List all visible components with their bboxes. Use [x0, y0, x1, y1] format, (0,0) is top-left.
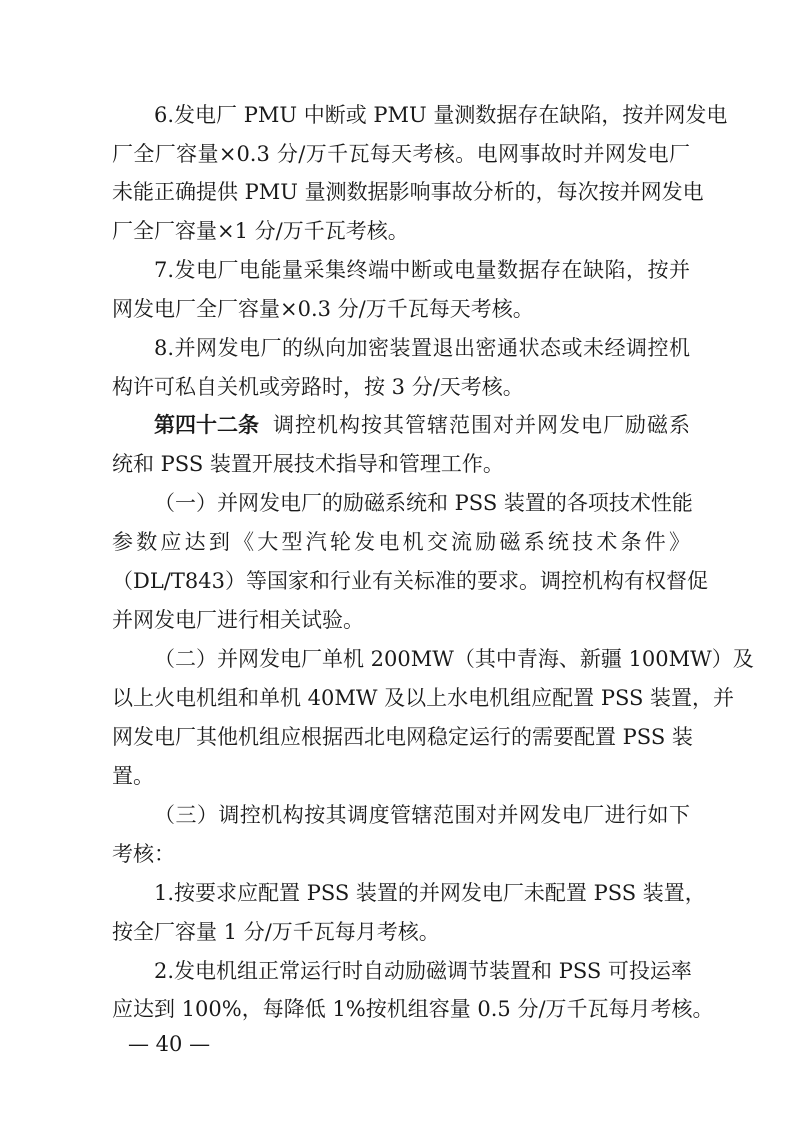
paragraph-line: 厂全厂容量×0.3 分/万千瓦每天考核。电网事故时并网发电厂: [112, 142, 690, 166]
paragraph-line: 1.按要求应配置 PSS 装置的并网发电厂未配置 PSS 装置，: [154, 881, 706, 905]
paragraph-line: 网发电厂全厂容量×0.3 分/万千瓦每天考核。: [112, 297, 534, 321]
paragraph-line: 考核：: [112, 842, 175, 866]
article-heading-line: [154, 411, 690, 439]
paragraph-line: 厂全厂容量×1 分/万千瓦考核。: [112, 219, 409, 243]
paragraph-line: （一）并网发电厂的励磁系统和 PSS 装置的各项技术性能: [154, 491, 693, 515]
paragraph-line: （三）调控机构按其调度管辖范围对并网发电厂进行如下: [154, 803, 690, 827]
paragraph-line: 参数应达到《大型汽轮发电机交流励磁系统技术条件》: [112, 530, 690, 554]
paragraph-line: 应达到 100%，每降低 1%按机组容量 0.5 分/万千瓦每月考核。: [112, 997, 714, 1021]
paragraph-line: （二）并网发电厂单机 200MW（其中青海、新疆 100MW）及: [154, 647, 754, 671]
paragraph-line: 构许可私自关机或旁路时，按 3 分/天考核。: [112, 375, 524, 399]
paragraph-line: 未能正确提供 PMU 量测数据影响事故分析的，每次按并网发电: [112, 180, 704, 204]
page-number: — 40 —: [128, 1032, 211, 1056]
paragraph-line: 8.并网发电厂的纵向加密装置退出密通状态或未经调控机: [154, 336, 690, 360]
paragraph-line: 置。: [112, 764, 154, 788]
paragraph-line: 以上火电机组和单机 40MW 及以上水电机组应配置 PSS 装置，并: [112, 686, 735, 710]
article-label: 第四十二条: [154, 412, 259, 437]
paragraph-line: 网发电厂其他机组应根据西北电网稳定运行的需要配置 PSS 装: [112, 725, 693, 749]
paragraph-line: 2.发电机组正常运行时自动励磁调节装置和 PSS 可投运率: [154, 959, 692, 983]
paragraph-line: （DL/T843）等国家和行业有关标准的要求。调控机构有权督促: [112, 569, 708, 593]
paragraph-line: 并网发电厂进行相关试验。: [112, 608, 364, 632]
paragraph-line: 统和 PSS 装置开展技术指导和管理工作。: [112, 452, 504, 476]
paragraph-line: 按全厂容量 1 分/万千瓦每月考核。: [112, 920, 440, 944]
paragraph-line: 调控机构按其管辖范围对并网发电厂励磁系: [273, 413, 690, 437]
paragraph-line: 6.发电厂 PMU 中断或 PMU 量测数据存在缺陷，按并网发电: [154, 103, 728, 127]
paragraph-line: 7.发电厂电能量采集终端中断或电量数据存在缺陷，按并: [154, 258, 690, 282]
